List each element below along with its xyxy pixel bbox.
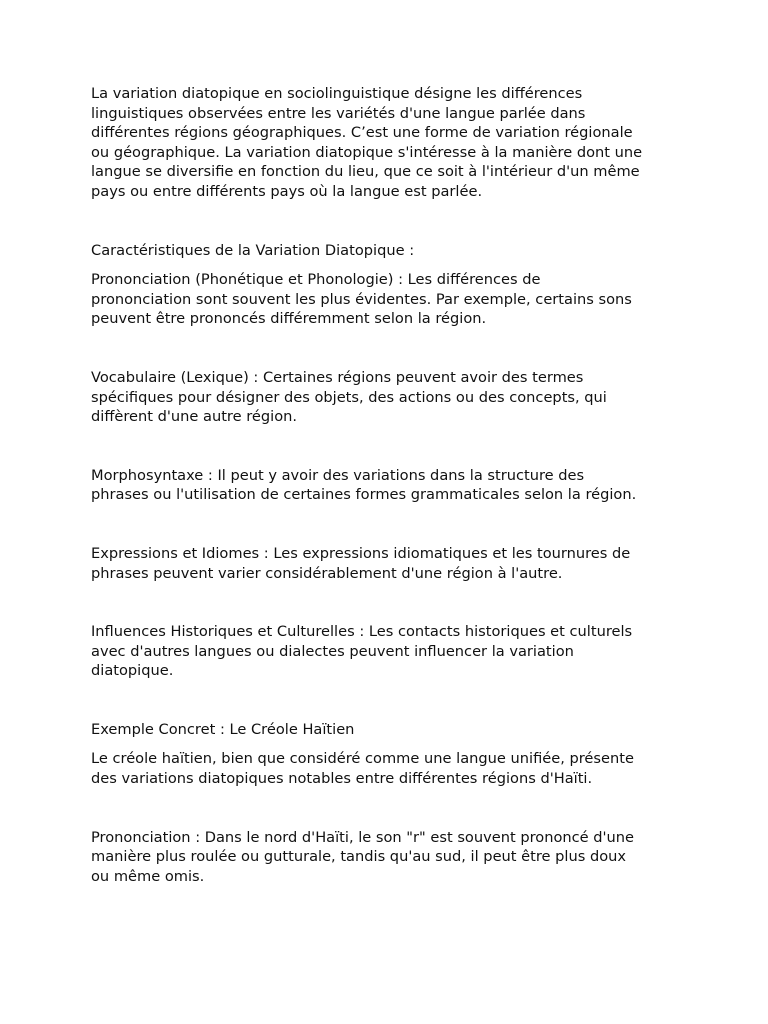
paragraph-influences: Influences Historiques et Culturelles : Les contacts historiques et culturels avec d'autres langues ou dialectes peuvent influencer la variation diatopique. — [91, 623, 633, 680]
section-heading-characteristics: Caractéristiques de la Variation Diatopique : — [91, 241, 415, 259]
paragraph-creole-intro: Le créole haïtien, bien que considéré comme une langue unifiée, présente des variations diatopiques notables entre différentes régions d'Haïti. — [91, 750, 634, 788]
section-heading-example: Exemple Concret : Le Créole Haïtien — [91, 720, 355, 738]
paragraph-pronunciation: Prononciation (Phonétique et Phonologie) : Les différences de prononciation sont souvent les plus évidentes. Par exemple, certains sons peuvent être prononcés différemment selon la région. — [91, 271, 632, 328]
paragraph-morphosyntax: Morphosyntaxe : Il peut y avoir des variations dans la structure des phrases ou l'utilisation de certaines formes grammaticales selon la région. — [91, 466, 637, 504]
document-page — [91, 84, 691, 886]
paragraph-expressions: Expressions et Idiomes : Les expressions idiomatiques et les tournures de phrases peuvent varier considérablement d'une région à l'autre. — [91, 544, 631, 582]
paragraph-vocabulary: Vocabulaire (Lexique) : Certaines régions peuvent avoir des termes spécifiques pour désigner des objets, des actions ou des concepts, qui diffèrent d'une autre région. — [91, 368, 607, 426]
intro-paragraph: La variation diatopique en sociolinguistique désigne les différences linguistiques observées entre les variétés d'une langue parlée dans différentes régions géographiques. C’est une forme de variation régionale ou géographique. La variation diatopique s'intéresse à la manière dont une langue se diversifie en fonction du lieu, que ce soit à l'intérieur d'un même pays ou entre différents pays où la langue est parlée. — [91, 85, 643, 200]
paragraph-creole-pronunciation: Prononciation : Dans le nord d'Haïti, le son "r" est souvent prononcé d'une manière plus roulée ou gutturale, tandis qu'au sud, il peut être plus doux ou même omis. — [91, 828, 635, 885]
